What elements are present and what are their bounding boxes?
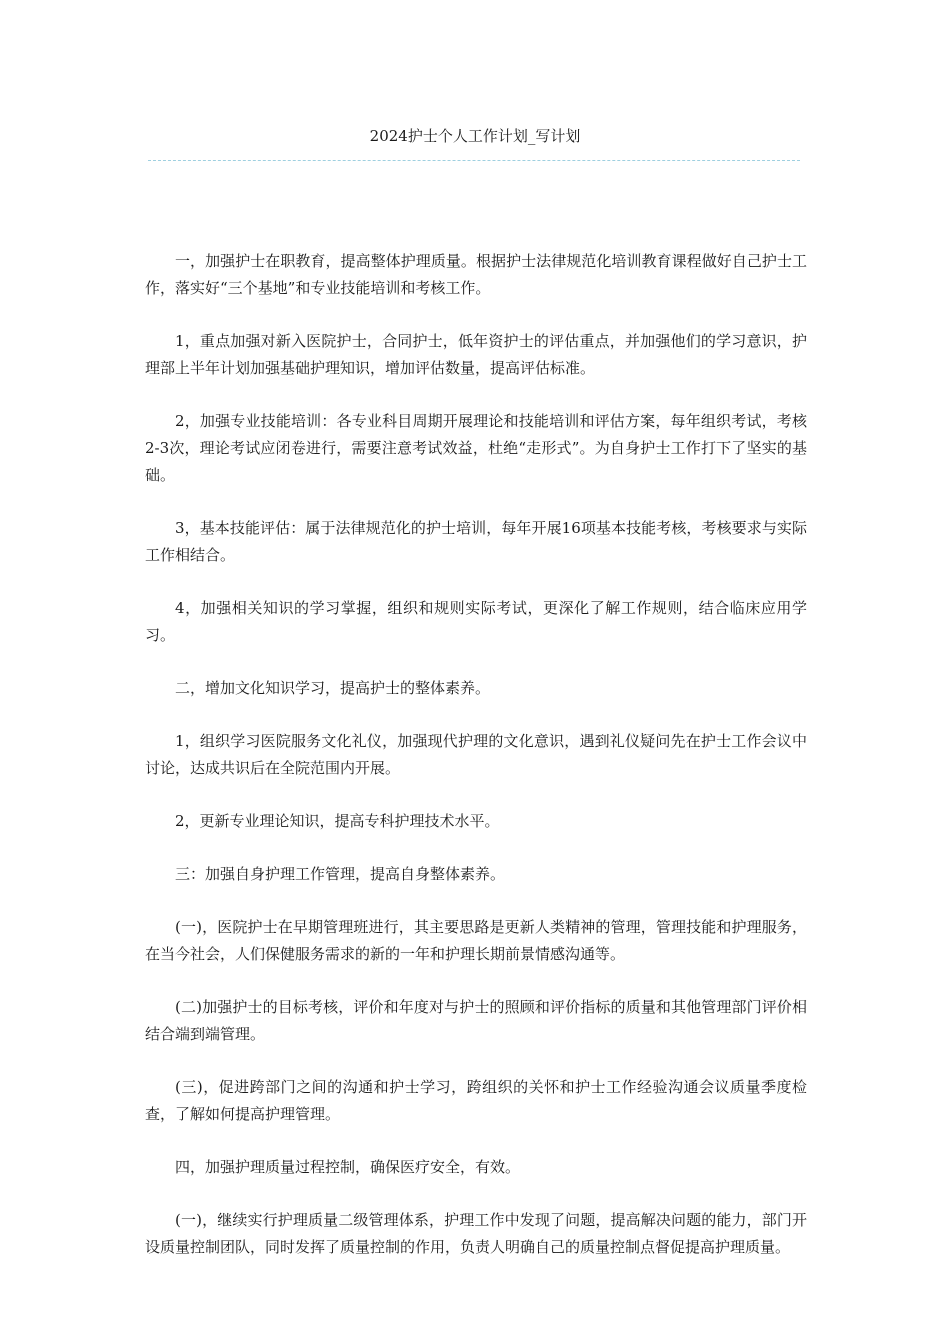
paragraph: 2，更新专业理论知识，提高专科护理技术水平。: [175, 812, 500, 830]
paragraph: 4，加强相关知识的学习掌握，组织和规则实际考试，更深化了解工作规则，结合临床应用学习。: [145, 599, 807, 644]
section-heading: 四，加强护理质量过程控制，确保医疗安全，有效。: [175, 1158, 521, 1176]
paragraph: (一)，医院护士在早期管理班进行，其主要思路是更新人类精神的管理，管理技能和护理服务，在当今社会，人们保健服务需求的新的一年和护理长期前景情感沟通等。: [145, 918, 807, 963]
paragraph: (三)，促进跨部门之间的沟通和护士学习，跨组织的关怀和护士工作经验沟通会议质量季度检查，了解如何提高护理管理。: [145, 1078, 807, 1123]
paragraph: 1，重点加强对新入医院护士，合同护士，低年资护士的评估重点，并加强他们的学习意识，护理部上半年计划加强基础护理知识，增加评估数量，提高评估标准。: [145, 332, 807, 377]
paragraph: (一)，继续实行护理质量二级管理体系，护理工作中发现了问题，提高解决问题的能力，部门开设质量控制团队，同时发挥了质量控制的作用，负责人明确自己的质量控制点督促提高护理质量。: [145, 1211, 807, 1256]
section-heading: 三：加强自身护理工作管理，提高自身整体素养。: [175, 865, 506, 883]
document-body: [145, 248, 807, 1287]
paragraph: (二)加强护士的目标考核，评价和年度对与护士的照顾和评价指标的质量和其他管理部门评价相结合端到端管理。: [145, 998, 807, 1043]
page-title: 2024护士个人工作计划_写计划: [369, 127, 581, 145]
paragraph: 1，组织学习医院服务文化礼仪，加强现代护理的文化意识，遇到礼仪疑问先在护士工作会议中讨论，达成共识后在全院范围内开展。: [145, 732, 807, 777]
section-heading: 二，增加文化知识学习，提高护士的整体素养。: [175, 679, 491, 697]
paragraph: 一，加强护士在职教育，提高整体护理质量。根据护士法律规范化培训教育课程做好自己护士工作，落实好“三个基地”和专业技能培训和考核工作。: [145, 252, 807, 297]
title-divider: [148, 160, 800, 161]
paragraph: 3，基本技能评估：属于法律规范化的护士培训，每年开展16项基本技能考核，考核要求与实际工作相结合。: [145, 519, 807, 564]
paragraph: 2，加强专业技能培训：各专业科目周期开展理论和技能培训和评估方案，每年组织考试，考核2-3次，理论考试应闭卷进行，需要注意考试效益，杜绝“走形式”。为自身护士工作打下了坚实的基础。: [145, 412, 807, 484]
